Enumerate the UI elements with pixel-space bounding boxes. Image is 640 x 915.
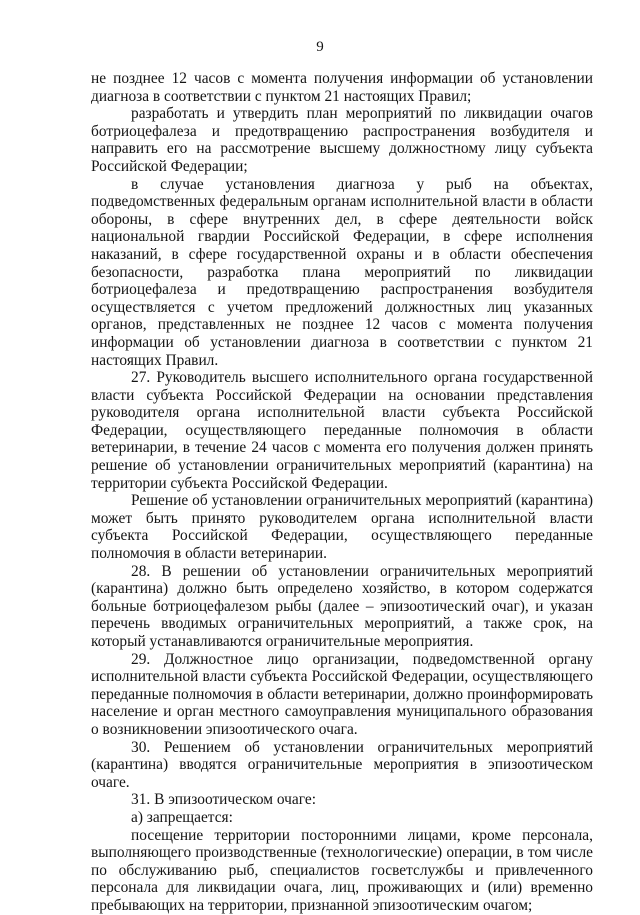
paragraph-item-27-decision: Решение об установлении ограничительных мероприятий (карантина) может быть принято руководителем органа исполнительной власти субъекта Российской Федерации, осуществляющего переданные полномочия в области ветеринарии. [91,492,593,563]
paragraph-continuation: не позднее 12 часов с момента получения информации об установлении диагноза в соответствии с пунктом 21 настоящих Правил; [91,70,593,105]
paragraph-item-27: 27. Руководитель высшего исполнительного органа государственной власти субъекта Российской Федерации на основании представления руководителя органа исполнительной власти субъекта Российской Федерации, осуществляющего переданные полномочия в области ветеринарии, в течение 24 часов с момента его получения должен принять решение об установлении ограничительных мероприятий (карантина) на территории субъекта Российской Федерации. [91,369,593,492]
paragraph-item-31a: а) запрещается: [131,808,233,826]
page-number: 9 [316,39,324,55]
paragraph-item-31a-visits: посещение территории посторонними лицами, кроме персонала, выполняющего производственные (технологические) операции, в том числе по обслуживанию рыб, специалистов госветслужбы и привлеченного персонала для ликвидации очага, лиц, проживающих и (или) временно пребывающих на территории, признанной эпизоотическим очагом; [91,826,593,914]
paragraph-item-28: 28. В решении об установлении ограничительных мероприятий (карантина) должно быть определено хозяйство, в котором содержатся больные ботриоцефалезом рыбы (далее – эпизоотический очаг), и указан перечень вводимых ограничительных мероприятий, а также срок, на который устанавливаются ограничительные мероприятия. [91,562,593,650]
paragraph-defense-objects: в случае установления диагноза у рыб на объектах, подведомственных федеральным органам исполнительной власти в области обороны, в сфере внутренних дел, в сфере деятельности войск национальной гвардии Российской Федерации, в сфере исполнения наказаний, в сфере государственной охраны и в области обеспечения безопасности, разработка плана мероприятий по ликвидации ботриоцефалеза и предотвращению распространения возбудителя осуществляется с учетом предложений должностных лиц указанных органов, представленных не позднее 12 часов с момента получения информации об установлении диагноза в соответствии с пунктом 21 настоящих Правил. [91,175,593,369]
paragraph-plan: разработать и утвердить план мероприятий по ликвидации очагов ботриоцефалеза и предотвращению распространения возбудителя и направить его на рассмотрение высшему должностному лицу субъекта Российской Федерации; [91,105,593,175]
paragraph-item-31: 31. В эпизоотическом очаге: [131,791,316,809]
document-body [91,70,593,915]
paragraph-item-30: 30. Решением об установлении ограничительных мероприятий (карантина) вводятся ограничительные мероприятия в эпизоотическом очаге. [91,738,593,791]
paragraph-item-29: 29. Должностное лицо организации, подведомственной органу исполнительной власти субъекта Российской Федерации, осуществляющего переданные полномочия в области ветеринарии, должно проинформировать население и орган местного самоуправления муниципального образования о возникновении эпизоотического очага. [91,650,593,738]
